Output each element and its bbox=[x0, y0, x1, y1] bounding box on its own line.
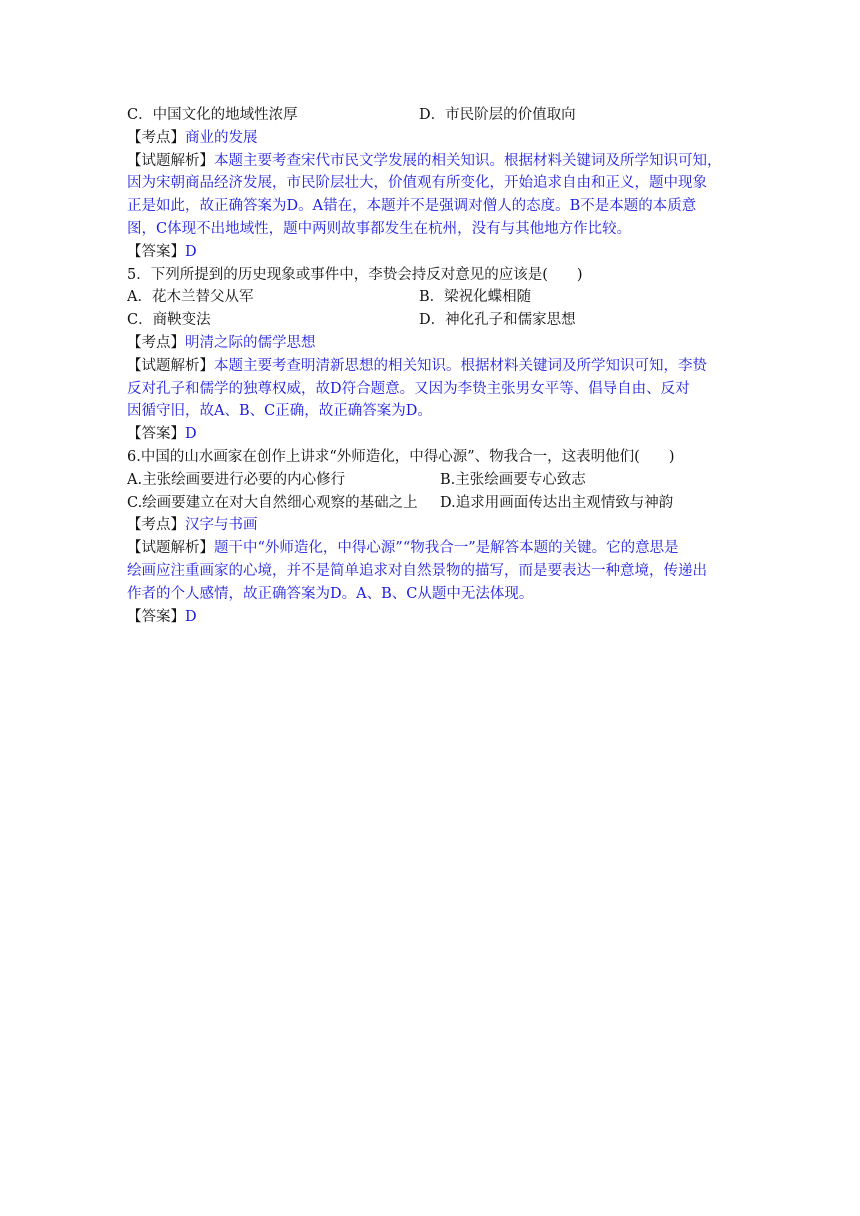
q6-analysis-line-3: 作者的个人感情，故正确答案为D。A、B、C从题中无法体现。 bbox=[127, 585, 534, 602]
q4-option-c: C．中国文化的地域性浓厚 bbox=[127, 107, 298, 123]
q6-options-cd bbox=[127, 492, 732, 515]
q6-analysis-line-2: 绘画应注重画家的心境，并不是简单追求对自然景物的描写，而是要表达一种意境，传递出 bbox=[127, 562, 707, 579]
q5-option-a: A．花木兰替父从军 bbox=[127, 289, 254, 306]
q5-options-ab bbox=[127, 286, 732, 309]
q6-kaodian bbox=[127, 514, 732, 537]
q5-kaodian bbox=[127, 332, 732, 355]
q4-analysis-text: 本题主要考查宋代市民文学发展的相关知识。根据材料关键词及所学知识可知， bbox=[214, 152, 722, 169]
q4-options-cd bbox=[127, 104, 732, 127]
q4-analysis-line-1 bbox=[127, 150, 732, 173]
q4-analysis-line-2: 因为宋朝商品经济发展，市民阶层壮大，价值观有所变化，开始追求自由和正义，题中现象 bbox=[127, 175, 707, 192]
q6-kaodian-tag: 【考点】 bbox=[127, 517, 185, 534]
q6-option-c: C.绘画要建立在对大自然细心观察的基础之上 bbox=[127, 494, 418, 511]
q4-analysis-line-4: 图，C体现不出地域性，题中两则故事都发生在杭州，没有与其他地方作比较。 bbox=[127, 220, 632, 237]
q6-kaodian-text: 汉字与书画 bbox=[185, 517, 258, 534]
q5-answer bbox=[127, 423, 732, 446]
q5-kaodian-tag: 【考点】 bbox=[127, 334, 185, 351]
q6-answer bbox=[127, 606, 732, 629]
q6-answer-text: D bbox=[185, 608, 197, 625]
q5-analysis-line-1 bbox=[127, 355, 732, 378]
q6-options-ab bbox=[127, 469, 732, 492]
q5-answer-text: D bbox=[185, 426, 197, 443]
q4-answer-text: D bbox=[185, 243, 197, 260]
q6-stem: 6.中国的山水画家在创作上讲求“外师造化，中得心源”、物我合一，这表明他们( ) bbox=[127, 448, 675, 465]
q5-kaodian-text: 明清之际的儒学思想 bbox=[185, 334, 316, 351]
q5-option-d: D．神化孔子和儒家思想 bbox=[419, 312, 576, 329]
q6-analysis-tag: 【试题解析】 bbox=[127, 540, 214, 557]
q4-option-d: D．市民阶层的价值取向 bbox=[419, 107, 576, 123]
q6-analysis-text: 题干中“外师造化，中得心源”“物我合一”是解答本题的关键。它的意思是 bbox=[214, 540, 679, 557]
q4-analysis-line-3: 正是如此，故正确答案为D。A错在，本题并不是强调对僧人的态度。B不是本题的本质意 bbox=[127, 198, 697, 215]
q4-kaodian-tag: 【考点】 bbox=[127, 129, 185, 146]
q4-analysis-tag: 【试题解析】 bbox=[127, 152, 214, 169]
q6-option-a: A.主张绘画要进行必要的内心修行 bbox=[127, 471, 346, 488]
document-content bbox=[127, 104, 732, 628]
q5-option-c: C．商鞅变法 bbox=[127, 312, 211, 329]
q6-analysis-line-1 bbox=[127, 537, 732, 560]
q4-answer-tag: 【答案】 bbox=[127, 243, 185, 260]
q4-answer bbox=[127, 241, 732, 264]
q5-answer-tag: 【答案】 bbox=[127, 426, 185, 443]
q4-kaodian bbox=[127, 127, 732, 150]
q5-analysis-text: 本题主要考查明清新思想的相关知识。根据材料关键词及所学知识可知，李贽 bbox=[214, 357, 707, 374]
q5-stem: 5．下列所提到的历史现象或事件中，李贽会持反对意见的应该是( ) bbox=[127, 266, 583, 283]
q5-analysis-line-3: 因循守旧，故A、B、C正确，故正确答案为D。 bbox=[127, 403, 432, 420]
q5-analysis-tag: 【试题解析】 bbox=[127, 357, 214, 374]
q6-option-b: B.主张绘画要专心致志 bbox=[440, 471, 586, 488]
q6-option-d: D.追求用画面传达出主观情致与神韵 bbox=[440, 494, 674, 511]
q4-kaodian-text: 商业的发展 bbox=[185, 129, 258, 146]
q5-analysis-line-2: 反对孔子和儒学的独尊权威，故D符合题意。又因为李贽主张男女平等、倡导自由、反对 bbox=[127, 380, 690, 397]
q5-option-b: B．梁祝化蝶相随 bbox=[419, 289, 532, 306]
q6-answer-tag: 【答案】 bbox=[127, 608, 185, 625]
q5-options-cd bbox=[127, 309, 732, 332]
